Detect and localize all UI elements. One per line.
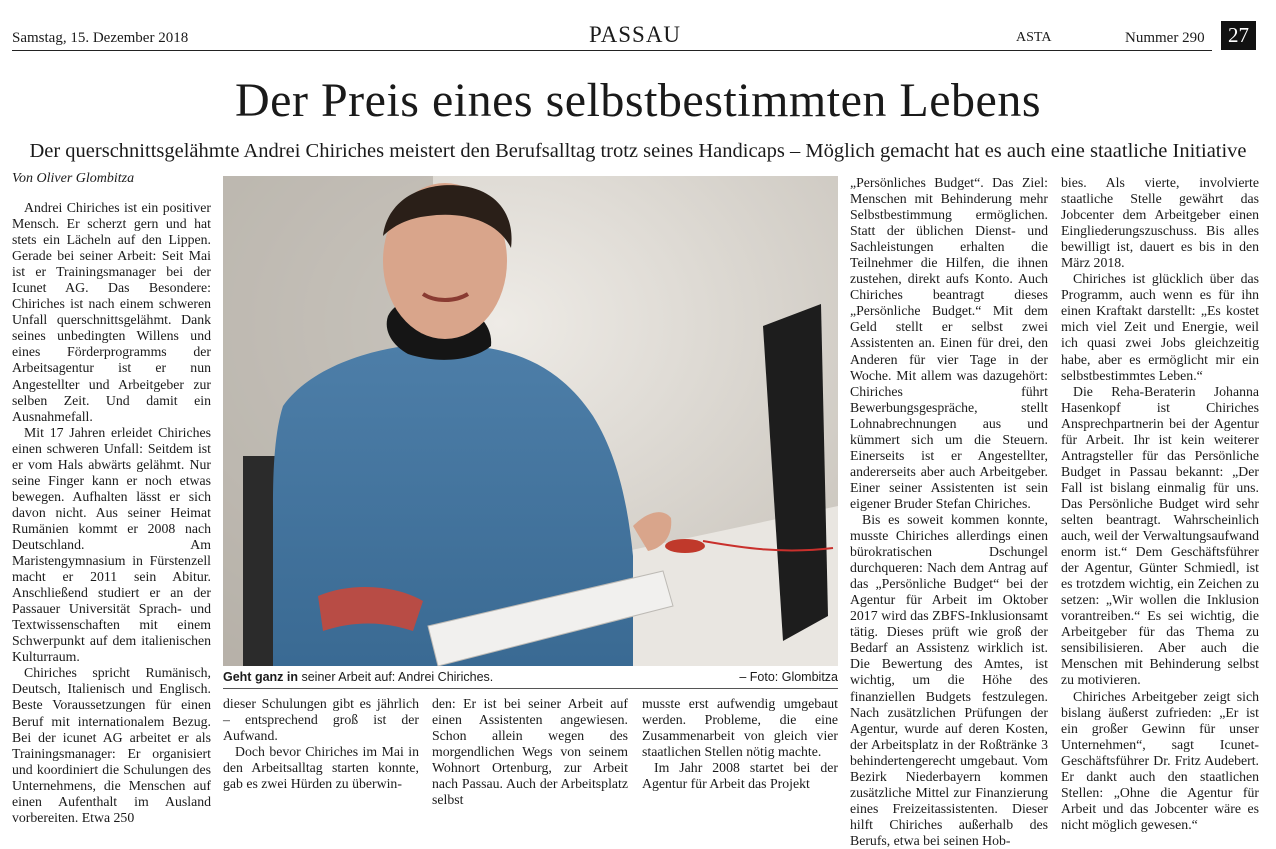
text-column-5 xyxy=(432,696,628,808)
caption-rule xyxy=(223,688,838,689)
text-column-4 xyxy=(223,696,419,792)
paragraph: Bis es soweit kommen konnte, musste Chiriches allerdings einen bürokratischen Dschungel durchqueren: Nach dem Antrag auf das „Persönliche Budget“ bei der Agentur für Arbeit im Oktober 2017 wird das ZBFS-Inklusionsamt tätig. Dieses prüft wie groß der Bedarf an Assistenz wirklich ist. Die Bewertung des Amtes, ist wichtig, um die Höhe des finanziellen Budgets festzulegen. Nach zusätzlichen Prüfungen der Agentur, wurde auf deren Kosten, der Arbeitsplatz in der Roßtränke 3 behindertengerecht umgebaut. Vom Bezirk Niederbayern kommen zusätzliche Mittel zur Finanzierung eines Freizeitassistenten. Dieser hilft Chiriches außerhalb des Berufs, etwa bei seinen Hob- xyxy=(850,511,1048,848)
paragraph: Chiriches spricht Rumänisch, Deutsch, Italienisch und Englisch. Beste Voraussetzungen für einen Beruf mit internationalem Bezug. Bei der icunet AG arbeitet er als Trainingsmanager: Er organisiert und koordiniert die Schulungen des Unternehmens, die Menschen auf einen Aufenthalt im Ausland vorbereiten. Etwa 250 xyxy=(12,665,211,825)
paragraph: musste erst aufwendig umgebaut werden. Probleme, die eine Zusammenarbeit von gleich vier staatlichen Stellen nötig machte. xyxy=(642,696,838,760)
article-byline: Von Oliver Glombitza xyxy=(12,171,135,186)
masthead-rule xyxy=(12,50,1212,51)
section-title: PASSAU xyxy=(588,22,682,47)
article-photo xyxy=(223,176,838,666)
text-column-3 xyxy=(1061,175,1259,833)
paragraph: dieser Schulungen gibt es jährlich – entsprechend groß ist der Aufwand. xyxy=(223,696,419,744)
issue-number: Nummer 290 xyxy=(1125,30,1205,46)
article-subheadline: Der querschnittsgelähmte Andrei Chiriches meistert den Berufsalltag trotz seines Handicaps – Möglich gemacht hat es auch eine staatliche Initiative xyxy=(29,140,1247,162)
edition-tag: ASTA xyxy=(1016,30,1052,45)
paragraph: bies. Als vierte, involvierte staatliche Stelle gewährt das Jobcenter dem Arbeitgeber einen Eingliederungszuschuss. Bis alles bewilligt ist, dauert es bis in den März 2018. xyxy=(1061,175,1259,271)
text-column-6 xyxy=(642,696,838,792)
paragraph: Chiriches Arbeitgeber zeigt sich bislang äußerst zufrieden: „Er ist ein großer Gewinn für unser Unternehmen“, sagt Icunet-Geschäftsführer Dr. Fritz Audebert. Er dankt auch den staatlichen Stellen: „Ohne die Agentur für Arbeit und das Jobcenter wäre es nicht möglich gewesen.“ xyxy=(1061,688,1259,832)
issue-date: Samstag, 15. Dezember 2018 xyxy=(12,30,189,46)
paragraph: Im Jahr 2008 startet bei der Agentur für Arbeit das Projekt xyxy=(642,760,838,792)
photo-illustration xyxy=(223,176,838,666)
paragraph: „Persönliches Budget“. Das Ziel: Menschen mit Behinderung mehr Selbstbestimmung ermöglichen. Statt der üblichen Dienst- und Sachleistungen erhalten die Teilnehmer die Hilfen, die ihnen zustehen, direkt aufs Konto. Auch Chiriches beantragt dieses „Persönliche Budget.“ Mit dem Geld stellt er selbst zwei Assistenten an. Einen für drei, den Anderen für vier Tage in der Woche. Mit allem was dazugehört: Chiriches führt Bewerbungsgespräche, stellt Lohnabrechnungen aus und kümmert sich um die Steuern. Einerseits ist er Angestellter, andererseits aber auch Arbeitgeber. Einer seiner Assistenten ist sein eigener Bruder Stefan Chiriches. xyxy=(850,175,1048,511)
paragraph: Andrei Chiriches ist ein positiver Mensch. Er scherzt gern und hat stets ein Lächeln auf den Lippen. Gerade bei seiner Arbeit: Seit Mai ist er Trainingsmanager bei der Icunet AG. Das Besondere: Chiriches ist nach einem schweren Unfall querschnittsgelähmt. Dank seines unbedingten Willens und eines Förderprogramms der Arbeitsagentur ist er nun Angestellter und Arbeitgeber zur selben Zeit. Und damit ein Ausnahmefall. xyxy=(12,200,211,424)
text-column-2 xyxy=(850,175,1048,849)
paragraph: Chiriches ist glücklich über das Programm, auch wenn es für ihn einen Kraftakt darstellt: „Es kostet mich viel Zeit und Energie, weil ich quasi zwei Jobs gleichzeitig habe, aber es ermöglicht mir ein selbstbestimmtes Leben.“ xyxy=(1061,271,1259,383)
caption-text: seiner Arbeit auf: Andrei Chiriches. xyxy=(298,670,494,684)
text-column-1 xyxy=(12,200,211,826)
article-headline: Der Preis eines selbstbestimmten Lebens xyxy=(235,74,1041,127)
photo-credit: – Foto: Glombitza xyxy=(739,670,838,684)
photo-caption xyxy=(223,670,838,684)
page-number: 27 xyxy=(1221,21,1256,50)
paragraph: Mit 17 Jahren erleidet Chiriches einen schweren Unfall: Seitdem ist er vom Hals abwärts gelähmt. Nur seine Finger kann er noch etwas bewegen. Aufhalten lässt er sich davon nicht. Aus seiner Heimat Rumänien kommt er 2008 nach Deutschland. Am Maristengymnasium in Fürstenzell macht er 2011 sein Abitur. Anschließend studiert er an der Passauer Universität Sprach- und Textwissenschaften mit einem Schwerpunkt auf dem italienischen Kulturraum. xyxy=(12,424,211,665)
caption-lead: Geht ganz in xyxy=(223,670,298,684)
paragraph: den: Er ist bei seiner Arbeit auf einen Assistenten angewiesen. Schon allein wegen des morgendlichen Wegs von seinem Wohnort Ortenburg, zur Arbeit nach Passau. Auch der Arbeitsplatz selbst xyxy=(432,696,628,808)
paragraph: Doch bevor Chiriches im Mai in den Arbeitsalltag starten konnte, gab es zwei Hürden zu überwin- xyxy=(223,744,419,792)
paragraph: Die Reha-Beraterin Johanna Hasenkopf ist Chiriches Ansprechpartnerin bei der Agentur für Arbeit. Ihr ist kein weiterer Antragsteller für das Persönliche Budget in Passau bekannt: „Der Fall ist bislang einmalig für uns. Das Persönliche Budget wird sehr selten beantragt. Wahrscheinlich auch, weil der Verwaltungsaufwand enorm ist.“ Dem Geschäftsführer der Agentur, Günter Schmiedl, ist es trotzdem wichtig, ein Zeichen zu setzen: „Wir wollen die Inklusion vorantreiben.“ Es sei wichtig, die Arbeitgeber für das Thema zu sensibilisieren. Aber auch die Menschen mit Behinderung selbst zu motivieren. xyxy=(1061,383,1259,688)
